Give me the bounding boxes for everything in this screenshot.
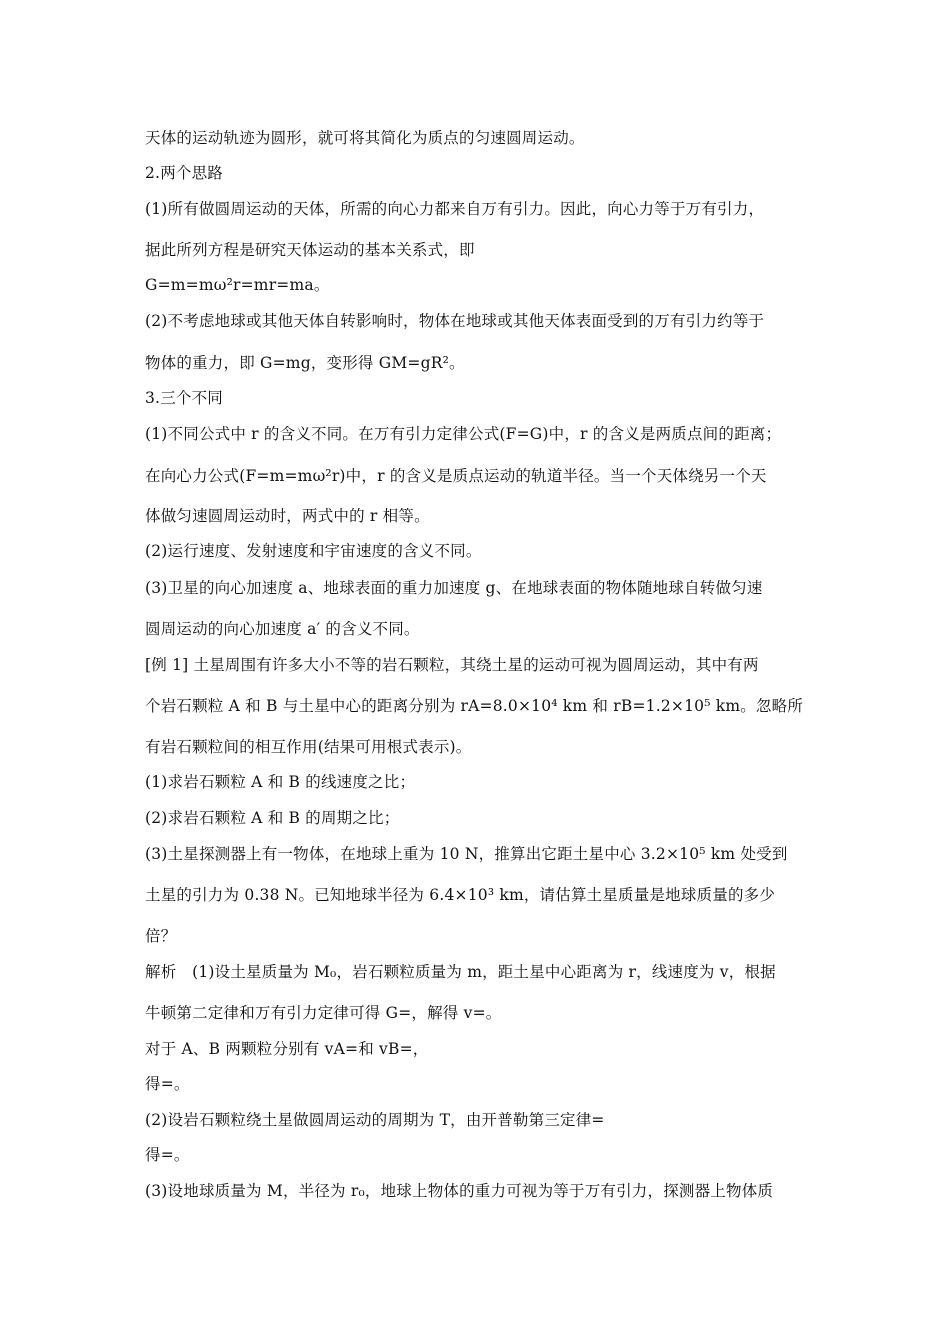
formula-line: G=m=mω²r=mr=ma。	[145, 276, 330, 294]
section-heading: 3.三个不同	[145, 389, 223, 407]
text-line: (1)所有做圆周运动的天体，所需的向心力都来自万有引力。因此，向心力等于万有引力，	[145, 200, 765, 218]
text-line: 据此所列方程是研究天体运动的基本关系式，即	[145, 241, 475, 259]
question-line: (2)求岩石颗粒 A 和 B 的周期之比；	[145, 809, 400, 827]
text-line: 个岩石颗粒 A 和 B 与土星中心的距离分别为 rA=8.0×10⁴ km 和 rB=1.2×10⁵ km。忽略所	[145, 697, 804, 715]
text-line: 体做匀速圆周运动时，两式中的 r 相等。	[145, 507, 430, 525]
text-line: 在向心力公式(F=m=mω²r)中，r 的含义是质点运动的轨道半径。当一个天体绕另一个天	[145, 467, 767, 485]
section-heading: 2.两个思路	[145, 164, 223, 182]
question-line: (1)求岩石颗粒 A 和 B 的线速度之比；	[145, 773, 416, 791]
text-line: 得=。	[145, 1146, 190, 1164]
text-line: 得=。	[145, 1075, 190, 1093]
text-line: 对于 A、B 两颗粒分别有 vA=和 vB=，	[145, 1040, 429, 1058]
text-line: (2)运行速度、发射速度和宇宙速度的含义不同。	[145, 542, 482, 560]
text-line: (1)不同公式中 r 的含义不同。在万有引力定律公式(F=G)中，r 的含义是两质点间的距离；	[145, 425, 782, 443]
text-line: 圆周运动的向心加速度 a′ 的含义不同。	[145, 620, 420, 638]
example-heading: [例 1] 土星周围有许多大小不等的岩石颗粒，其绕土星的运动可视为圆周运动，其中有两	[145, 656, 759, 674]
question-line: (3)土星探测器上有一物体，在地球上重为 10 N，推算出它距土星中心 3.2×10⁵ km 处受到	[145, 845, 788, 863]
text-line: 倍？	[145, 927, 177, 945]
text-line: 有岩石颗粒间的相互作用(结果可用根式表示)。	[145, 738, 472, 756]
text-line: 天体的运动轨迹为圆形，就可将其简化为质点的匀速圆周运动。	[145, 129, 585, 147]
text-line: (2)设岩石颗粒绕土星做圆周运动的周期为 T，由开普勒第三定律=	[145, 1111, 605, 1129]
text-line: (3)卫星的向心加速度 a、地球表面的重力加速度 g、在地球表面的物体随地球自转做匀速	[145, 579, 763, 597]
text-line: 土星的引力为 0.38 N。已知地球半径为 6.4×10³ km，请估算土星质量是地球质量的多少	[145, 886, 776, 904]
solution-line: 解析 (1)设土星质量为 M₀，岩石颗粒质量为 m，距土星中心距离为 r，线速度为 v，根据	[145, 963, 776, 981]
text-line: (2)不考虑地球或其他天体自转影响时，物体在地球或其他天体表面受到的万有引力约等于	[145, 312, 765, 330]
text-line: (3)设地球质量为 M，半径为 r₀，地球上物体的重力可视为等于万有引力，探测器上物体质	[145, 1182, 774, 1200]
text-line: 牛顿第二定律和万有引力定律可得 G=，解得 v=。	[145, 1004, 502, 1022]
text-line: 物体的重力，即 G=mg，变形得 GM=gR²。	[145, 354, 465, 372]
